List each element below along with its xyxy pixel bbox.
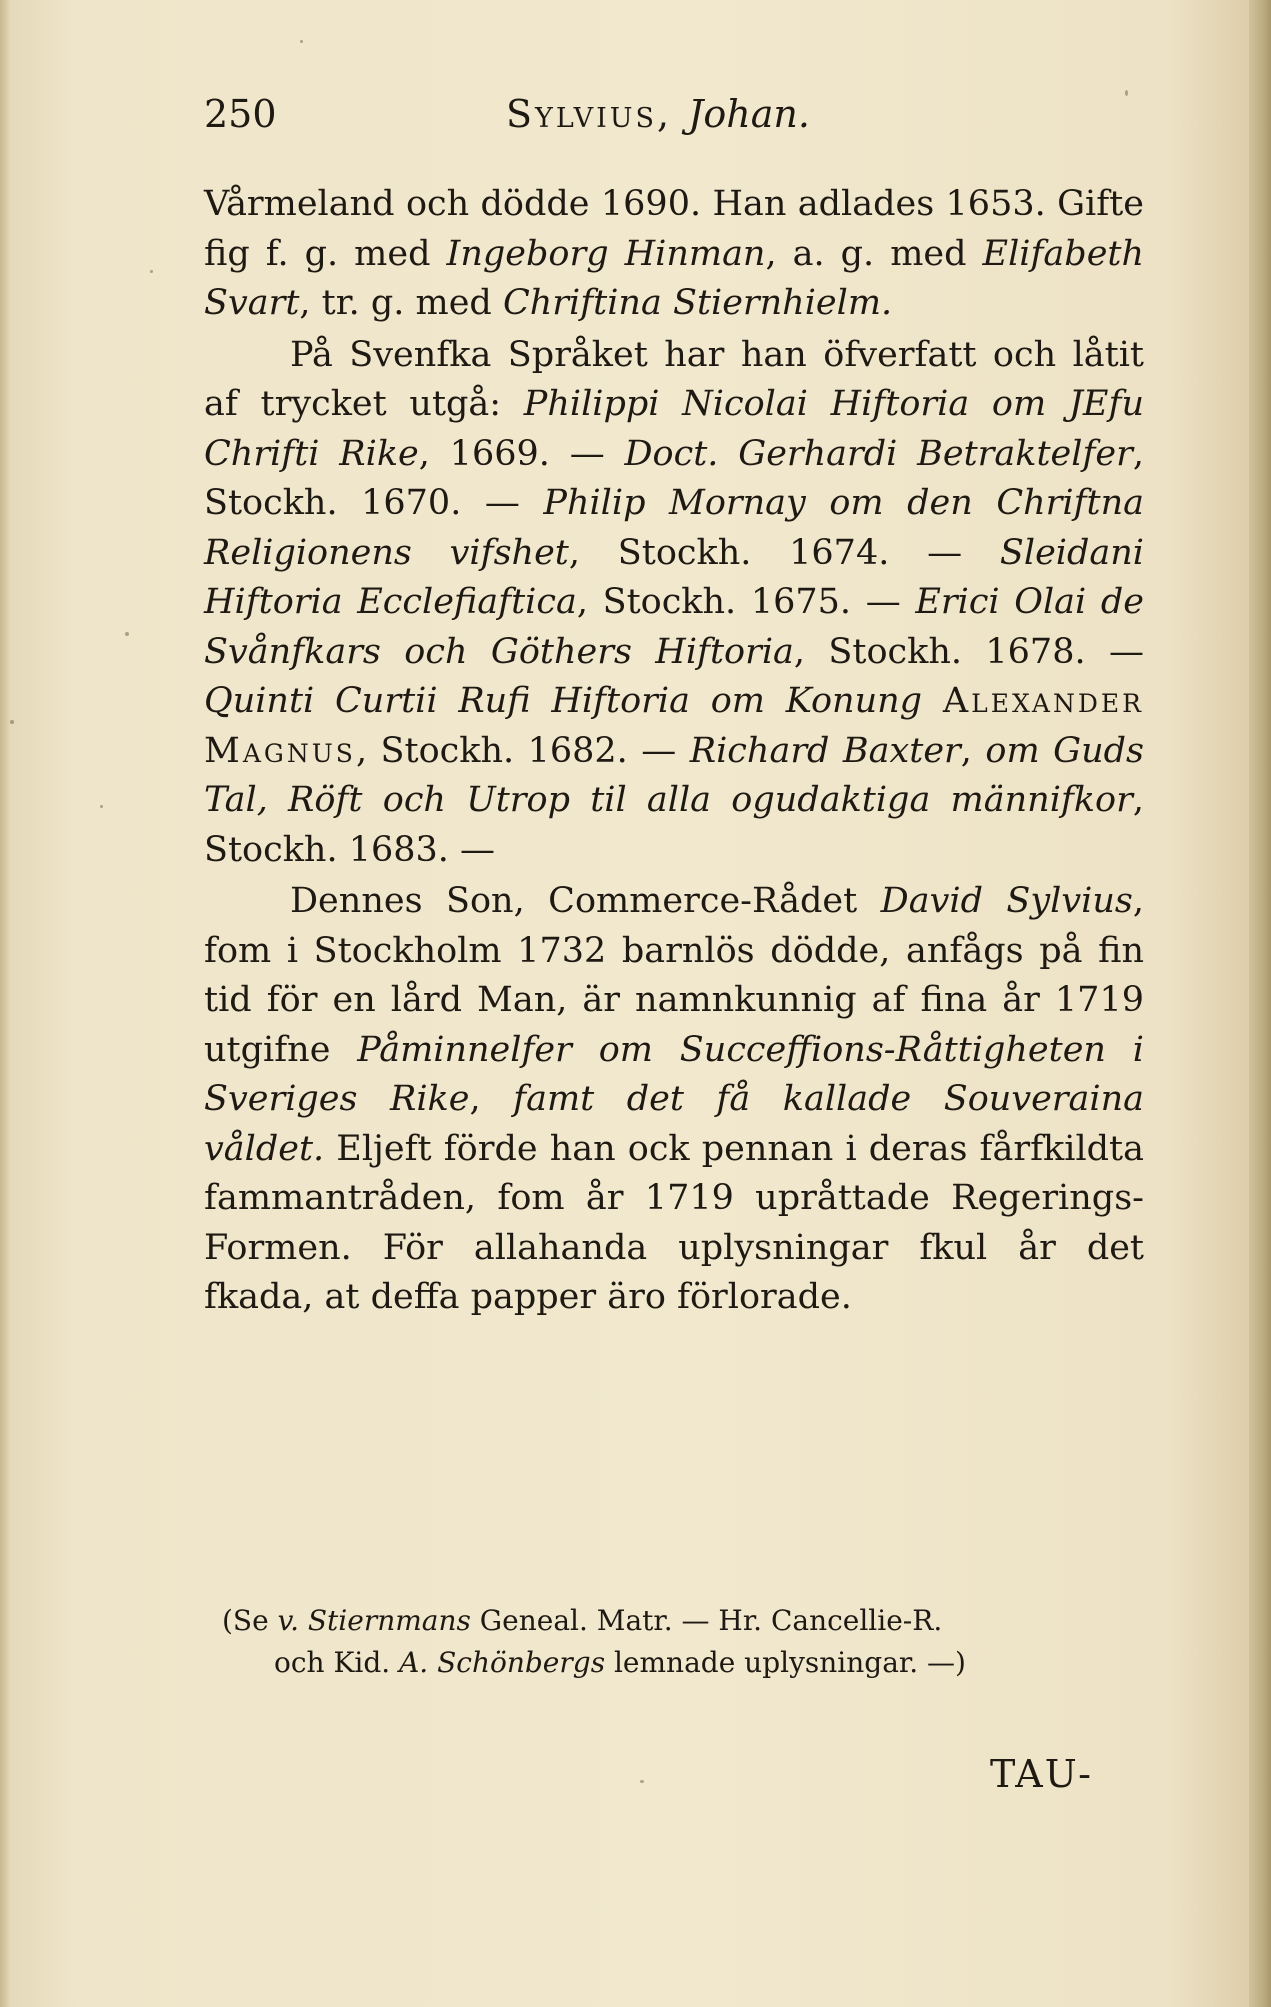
italic-run: David Sylvius [880,881,1133,921]
paper-speck [300,40,303,43]
text-run: På Svenfka Språket har han öfverfatt och låtit af trycket utgå: [204,334,1144,424]
italic-run: A. Schönbergs [399,1646,606,1679]
text-run: (Se [222,1604,278,1637]
text-run: lemnade uplysningar. —) [605,1646,966,1679]
italic-run: Richard Baxter [689,730,961,771]
text-run [922,681,943,721]
source-note [222,1600,1142,1684]
text-run: , Stockh. 1674. — [568,532,1000,573]
text-run: , Stockh. 1675. — [576,582,916,622]
italic-run: Påminnelfer om Succeffions-Råttigheten i Sveriges Rike [204,1029,1144,1119]
italic-run: Ingeborg Hinman [446,233,766,274]
body-text [204,180,1144,1323]
text-run: , Stockh. 1670. — [204,433,1144,523]
italic-run: Erici Olai de Svånfkars och Göthers Hiftoria [204,582,1145,672]
italic-run: Doct. Gerhardi Betraktelfer [624,433,1133,474]
italic-run: famt det få kallade Souveraina våldet. [204,1079,1145,1169]
italic-run: Sleidani Hiftoria Ecclefiaftica [204,532,1144,622]
text-run: , tr. g. med [299,283,503,323]
page-number: 250 [204,92,277,136]
paper-speck [1125,90,1128,96]
text-run: , [469,1079,514,1119]
paper-speck [10,720,14,724]
text-run: , Stockh. 1678. — [793,631,1144,672]
catchword: TAU- [990,1752,1093,1796]
text-run: , fom i Stockholm 1732 barnlös dödde, anfågs på fin tid för en lård Man, är namnkunnig af fina år 1719 utgifne [204,881,1144,1070]
source-note-line-1 [222,1600,1142,1642]
page-left-edge [0,0,10,2007]
text-run: , 1669. — [418,433,625,474]
text-run: , [960,730,986,771]
paper-speck [125,632,129,636]
paper-speck [100,805,103,808]
text-run: och Kid. [274,1646,400,1679]
text-run: Geneal. Matr. — Hr. Cancellie-R. [470,1604,943,1637]
text-run: Dennes Son, Commerce-Rådet [290,881,881,921]
italic-run: om Guds Tal, Röft och Utrop til alla ogudaktiga männifkor [204,730,1144,820]
small-caps-run: Alexander Magnus [204,681,1144,771]
italic-run: Chriftina Stiernhielm. [502,283,893,323]
text-run: , Stockh. 1683. — [204,780,1144,870]
paper-speck [150,270,153,273]
italic-run: Philip Mornay om den Chriftna Religionens vifshet [204,483,1145,573]
source-note-line-2 [222,1642,1142,1684]
italic-run: Quinti Curtii Rufi Hiftoria om Konung [204,681,923,721]
italic-run: Philippi Nicolai Hiftoria om JEfu Chrifti Rike [204,384,1144,474]
text-run: Vårmeland och dödde 1690. Han adlades 1653. Gifte fig f. g. med [204,184,1144,274]
paragraph-2 [204,331,1144,876]
running-head [506,92,810,136]
paragraph-1 [204,180,1144,329]
text-run: , a. g. med [765,233,983,274]
page-header [204,92,1124,144]
text-run: Eljeft förde han ock pennan i deras fårfkildta fammantråden, fom år 1719 upråttade Regerings-Formen. För allahanda uplysningar fkul år det fkada, at deffa papper äro förlorade. [204,1128,1144,1317]
running-head-name: Sylvius, [506,92,673,136]
text-run: , Stockh. 1682. — [355,730,690,771]
paper-speck [640,1780,644,1783]
italic-run: Elifabeth Svart [204,233,1145,323]
paragraph-3 [204,877,1144,1323]
italic-run: v. Stiernmans [277,1604,471,1637]
running-head-given-name: Johan. [688,92,810,136]
page-right-edge [1249,0,1271,2007]
